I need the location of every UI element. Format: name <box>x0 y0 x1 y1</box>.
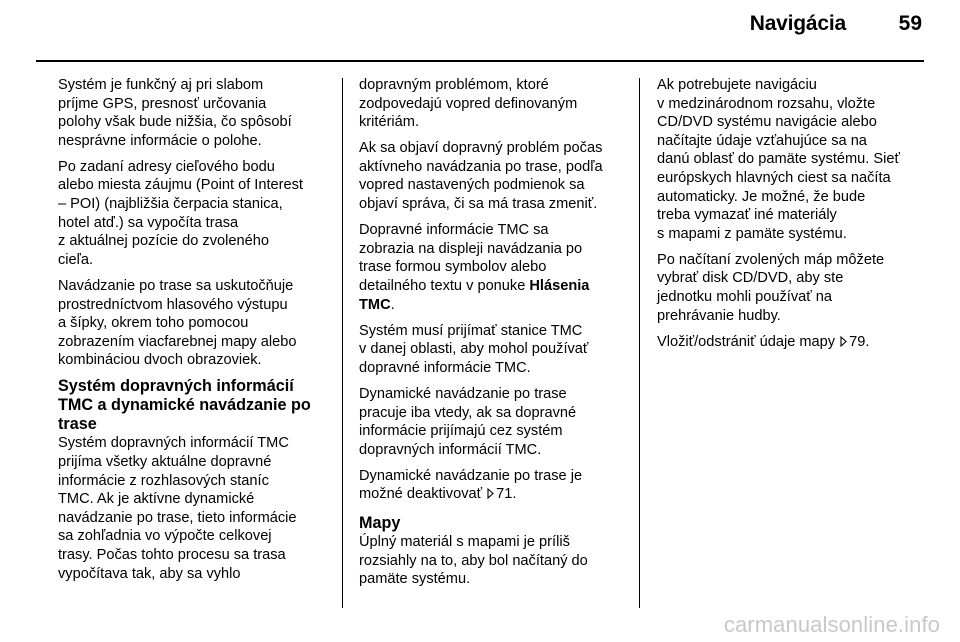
paragraph <box>657 333 927 352</box>
text-line: aktívneho navádzania po trase, podľa <box>359 158 603 175</box>
column-divider-1 <box>342 78 343 608</box>
text-line: európskych hlavných ciest sa načíta <box>657 169 891 186</box>
text-line: Systém je funkčný aj pri slabom <box>58 77 264 93</box>
text-line: automaticky. Je možné, že bude <box>657 188 866 205</box>
text-line: objaví správa, či sa má trasa zmeniť. <box>359 196 598 213</box>
text-line: danú oblasť do pamäte systému. Sieť <box>657 151 900 168</box>
text-line: hotel atď.) sa vypočíta trasa <box>58 214 239 231</box>
watermark: carmanualsonline.info <box>723 612 940 637</box>
text-line: Ak sa objaví dopravný problém počas <box>359 140 603 157</box>
page-title: Navigácia <box>749 12 846 35</box>
paragraph <box>359 385 629 459</box>
section-heading-mapy <box>359 514 629 533</box>
menu-name-tmc: TMC <box>359 296 391 313</box>
text-line: v danej oblasti, aby mohol používať <box>359 341 589 358</box>
paragraph <box>359 467 629 504</box>
heading-line: trase <box>58 415 97 434</box>
text-fragment: Vložiť/odstrániť údaje mapy <box>657 333 840 350</box>
text-fragment: detailného textu v ponuke <box>359 277 530 294</box>
text-line <box>657 333 927 352</box>
heading-line: TMC a dynamické navádzanie po <box>58 396 311 415</box>
text-line: cieľa. <box>58 251 94 268</box>
text-line: Systém musí prijímať stanice TMC <box>359 322 583 339</box>
text-line <box>359 485 629 504</box>
text-column-2 <box>359 76 629 596</box>
text-line <box>359 277 629 296</box>
text-line: a šípky, okrem toho pomocou <box>58 315 249 332</box>
page-number: 59 <box>898 12 922 35</box>
paragraph <box>58 76 328 150</box>
text-line: trasy. Počas tohto procesu sa trasa <box>58 546 286 563</box>
paragraph <box>58 158 328 270</box>
paragraph <box>359 76 629 132</box>
text-fragment: možné deaktivovať <box>359 486 487 503</box>
text-line: kombináciou dvoch obrazoviek. <box>58 352 262 369</box>
text-line: – POI) (najbližšia čerpacia stanica, <box>58 196 283 213</box>
menu-name-hlasenia: Hlásenia <box>529 277 590 294</box>
heading-line: Mapy <box>359 513 401 532</box>
text-fragment: . <box>390 296 395 313</box>
text-line: Ak potrebujete navigáciu <box>657 77 817 93</box>
text-line: Dopravné informácie TMC sa <box>359 222 549 239</box>
header-divider <box>36 60 924 62</box>
paragraph <box>58 277 328 370</box>
text-line: TMC. Ak je aktívne dynamické <box>58 491 255 508</box>
text-column-1 <box>58 76 328 591</box>
text-line: zodpovedajú vopred definovaným <box>359 95 578 112</box>
text-line: kritériám. <box>359 114 419 131</box>
page-reference-link[interactable]: 71. <box>496 486 517 503</box>
text-line: pamäte systému. <box>359 571 471 588</box>
text-line: Dynamické navádzanie po trase je <box>359 467 583 484</box>
page-reference-link[interactable]: 79. <box>849 333 870 350</box>
text-line: vybrať disk CD/DVD, aby ste <box>657 270 844 287</box>
text-line: prehrávanie hudby. <box>657 307 781 324</box>
text-line: zobrazia na displeji navádzania po <box>359 240 583 257</box>
text-line: CD/DVD systému navigácie alebo <box>657 114 877 131</box>
text-line: prijíma všetky aktuálne dopravné <box>58 454 272 470</box>
text-line: vypočítava tak, aby sa vyhlo <box>58 565 241 582</box>
text-line: treba vymazať iné materiály <box>657 207 837 224</box>
text-line: alebo miesta záujmu (Point of Interest <box>58 177 303 194</box>
text-line: dopravné informácie TMC. <box>359 359 531 376</box>
text-line: v medzinárodnom rozsahu, vložte <box>657 95 876 112</box>
paragraph <box>359 322 629 378</box>
text-line: Dynamické navádzanie po trase <box>359 385 567 402</box>
text-line: vopred nastavených podmienok sa <box>359 177 585 194</box>
text-line: Úplný materiál s mapami je príliš <box>359 533 570 550</box>
text-line: jednotku mohli používať na <box>657 289 833 306</box>
text-line: rozsiahly na to, aby bol načítaný do <box>359 552 588 569</box>
text-line: nesprávne informácie o polohe. <box>58 132 262 149</box>
text-line: zobrazením viacfarebnej mapy alebo <box>58 333 297 350</box>
text-line: dopravných informácií TMC. <box>359 441 542 458</box>
paragraph <box>58 434 328 583</box>
paragraph <box>359 533 629 589</box>
paragraph <box>359 139 629 213</box>
paragraph <box>657 76 927 243</box>
text-line: informácie prijímajú cez systém <box>359 423 563 440</box>
text-line: príjme GPS, presnosť určovania <box>58 95 267 112</box>
triangle-right-outline-icon <box>840 336 847 347</box>
text-column-3 <box>657 76 927 359</box>
text-line: načítajte údaje vzťahujúce sa na <box>657 132 867 149</box>
text-line: Po načítaní zvolených máp môžete <box>657 251 885 268</box>
text-line: prostredníctvom hlasového výstupu <box>58 296 288 313</box>
text-line: sa zohľadnia vo výpočte celkovej <box>58 528 272 545</box>
text-line: polohy však bude nižšia, čo spôsobí <box>58 114 292 131</box>
paragraph <box>359 221 629 314</box>
section-heading-tmc <box>58 377 328 434</box>
text-line: informácie z rozhlasových staníc <box>58 472 269 489</box>
column-divider-2 <box>639 78 640 608</box>
text-line: navádzanie po trase, tieto informácie <box>58 509 297 526</box>
heading-line: Systém dopravných informácií <box>58 377 294 396</box>
text-line: Navádzanie po trase sa uskutočňuje <box>58 277 294 294</box>
text-line: dopravným problémom, ktoré <box>359 77 549 93</box>
text-line: Systém dopravných informácií TMC <box>58 435 289 452</box>
text-line <box>359 296 629 315</box>
text-line: trase formou symbolov alebo <box>359 259 547 276</box>
text-line: Po zadaní adresy cieľového bodu <box>58 158 275 175</box>
text-line: z aktuálnej pozície do zvoleného <box>58 233 269 250</box>
text-line: pracuje iba vtedy, ak sa dopravné <box>359 404 577 421</box>
paragraph <box>657 251 927 325</box>
text-line: s mapami z pamäte systému. <box>657 225 847 242</box>
triangle-right-outline-icon <box>487 488 494 499</box>
